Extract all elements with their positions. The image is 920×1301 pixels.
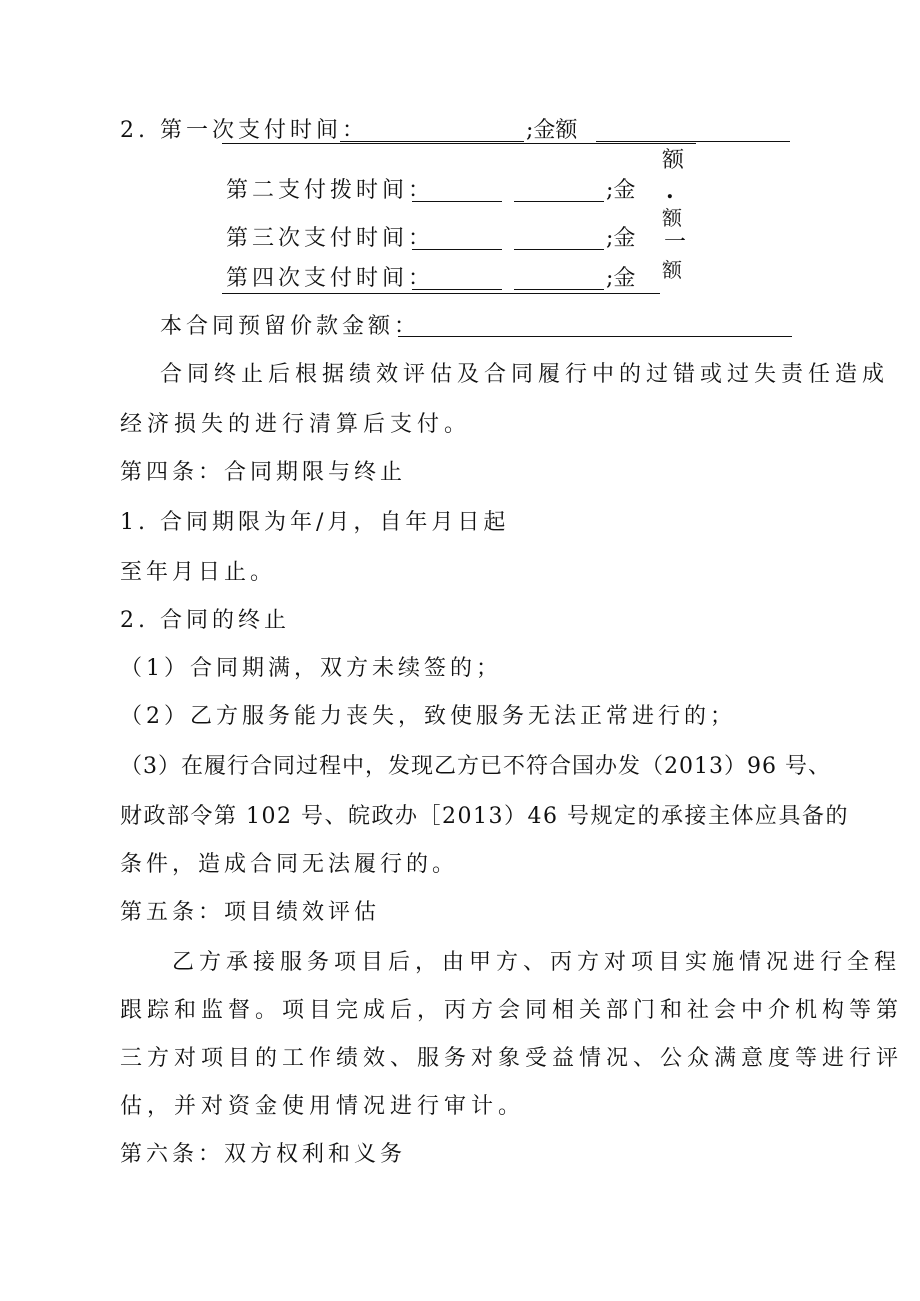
second-payment-date-blank[interactable] xyxy=(412,201,502,202)
fourth-payment-date-blank[interactable] xyxy=(412,289,502,290)
side-dot: . xyxy=(666,178,674,204)
side-dash: 一 xyxy=(664,230,687,255)
paragraph-evaluation-line-3: 三方对项目的工作绩效、服务对象受益情况、公众满意度等进行评 xyxy=(120,1046,904,1071)
third-gold-label: ;金 xyxy=(606,226,636,251)
termination-item-3-line-3: 条件，造成合同无法履行的。 xyxy=(120,852,459,877)
paragraph-evaluation-line-2: 跟踪和监督。项目完成后，丙方会同相关部门和社会中介机构等第 xyxy=(120,998,904,1023)
termination-item-3-line-2: 财政部令第 102 号、皖政办［2013）46 号规定的承接主体应具备的 xyxy=(120,804,849,829)
side-amount-char-2: 额 xyxy=(662,206,682,230)
table-bottom-rule xyxy=(222,293,660,294)
first-payment-label: 2. 第一次支付时间： xyxy=(120,118,368,143)
termination-title: 2. 合同的终止 xyxy=(120,608,290,633)
third-payment-date-blank[interactable] xyxy=(412,249,502,250)
fourth-gold-label: ;金 xyxy=(606,266,636,291)
article-6-title: 第六条：双方权利和义务 xyxy=(120,1142,407,1167)
term-line-2: 至年月日止。 xyxy=(120,560,277,585)
reserved-amount-label: 本合同预留价款金额： xyxy=(160,314,421,339)
first-amount-label: ;金额 xyxy=(526,118,578,143)
paragraph-settlement-line-1: 合同终止后根据绩效评估及合同履行中的过错或过失责任造成 xyxy=(160,362,890,387)
fourth-payment-date-blank-2[interactable] xyxy=(514,289,604,290)
side-amount-char-3: 额 xyxy=(662,258,682,282)
third-payment-label: 第三次支付时间： xyxy=(226,226,435,251)
fourth-payment-label: 第四次支付时间： xyxy=(226,266,435,291)
table-top-rule xyxy=(222,143,696,144)
termination-item-1: （1）合同期满，双方未续签的； xyxy=(120,656,502,681)
termination-item-2: （2）乙方服务能力丧失，致使服务无法正常进行的； xyxy=(120,704,736,729)
paragraph-evaluation-line-4: 估，并对资金使用情况进行审计。 xyxy=(120,1094,526,1119)
article-4-title: 第四条：合同期限与终止 xyxy=(120,460,407,485)
paragraph-settlement-line-2: 经济损失的进行清算后支付。 xyxy=(120,412,472,437)
reserved-amount-blank[interactable] xyxy=(398,336,792,337)
first-payment-date-blank[interactable] xyxy=(340,141,524,142)
paragraph-evaluation-line-1: 乙方承接服务项目后，由甲方、丙方对项目实施情况进行全程 xyxy=(172,950,902,975)
side-amount-char-1: 额 xyxy=(662,148,685,173)
third-payment-date-blank-2[interactable] xyxy=(514,249,604,250)
term-line-1: 1. 合同期限为年/月，自年月日起 xyxy=(120,510,510,535)
second-gold-label: ;金 xyxy=(606,178,636,203)
first-amount-blank[interactable] xyxy=(596,141,790,142)
termination-item-3-line-1: （3）在履行合同过程中，发现乙方已不符合国办发（2013）96 号、 xyxy=(120,754,831,779)
second-payment-date-blank-2[interactable] xyxy=(514,201,604,202)
article-5-title: 第五条：项目绩效评估 xyxy=(120,900,381,925)
second-payment-label: 第二支付拨时间： xyxy=(226,178,435,203)
